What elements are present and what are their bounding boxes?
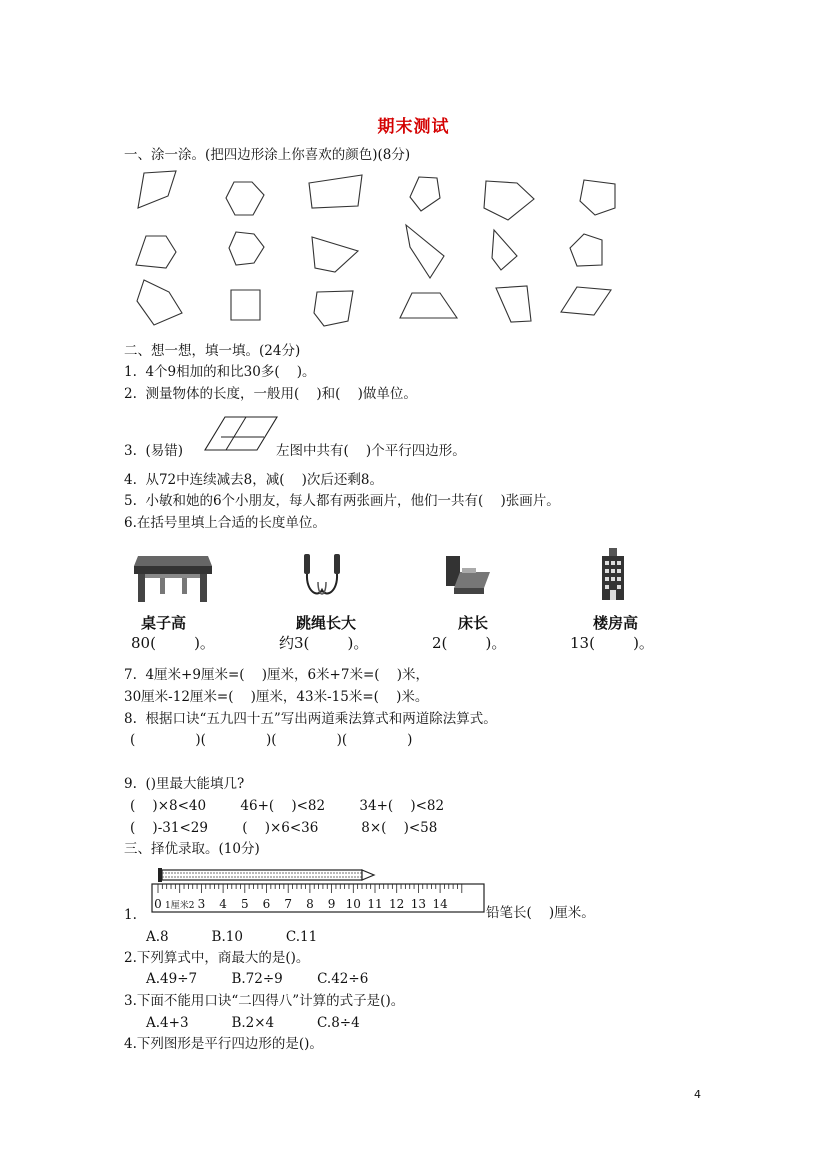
- shape-10: [406, 225, 444, 278]
- ruler-tick-label: 14: [432, 897, 448, 911]
- question-2-5: 5. 小敏和她的6个小朋友，每人都有两张画片，他们一共有( )张画片。: [124, 493, 560, 509]
- pencil-ruler-figure: [138, 864, 488, 920]
- question-3-3-options: A.4+3 B.2×4 C.8÷4: [146, 1015, 360, 1031]
- ruler-tick-label: 1厘米2: [164, 901, 195, 911]
- question-2-4: 4. 从72中连续减去8，减( )次后还剩8。: [124, 472, 384, 488]
- shape-11: [492, 230, 517, 270]
- ruler-tick-label: 3: [197, 897, 206, 911]
- picture-answer-table: 80( )。: [131, 634, 215, 652]
- question-3-1-prefix: 1.: [124, 907, 137, 923]
- shape-2: [226, 182, 264, 215]
- ruler-tick-label: 11: [367, 897, 383, 911]
- question-2-7a: 7. 4厘米+9厘米=( )厘米，6米+7米=( )米，: [124, 667, 429, 683]
- shape-4: [410, 177, 440, 211]
- question-2-8: 8. 根据口诀“五九四十五”写出两道乘法算式和两道除法算式。: [124, 711, 497, 727]
- question-2-3-text: 左图中共有( )个平行四边形。: [276, 443, 466, 459]
- shape-17: [496, 286, 531, 322]
- ruler-tick-label: 9: [327, 897, 336, 911]
- section1-heading: 一、涂一涂。(把四边形涂上你喜欢的颜色)(8分): [124, 147, 411, 163]
- shape-14: [231, 290, 260, 320]
- pencil-ruler-svg: [138, 864, 488, 916]
- ruler-tick-label: 8: [306, 897, 314, 911]
- ruler-tick-label: 13: [410, 897, 427, 911]
- section2-heading: 二、想一想，填一填。(24分): [124, 343, 301, 359]
- shape-18: [561, 287, 611, 315]
- quadrilateral-shapes-figure: [124, 168, 624, 333]
- question-3-2-options: A.49÷7 B.72÷9 C.42÷6: [146, 971, 369, 987]
- ruler-tick-label: 5: [240, 897, 249, 911]
- question-3-1-options: A.8 B.10 C.11: [146, 929, 318, 945]
- picture-label-building: 楼房高: [593, 614, 639, 632]
- picture-answer-building: 13( )。: [570, 634, 654, 652]
- shape-16: [400, 293, 457, 318]
- parallelogram-figure: [204, 415, 280, 455]
- shape-8: [229, 232, 264, 265]
- picture-label-table: 桌子高: [141, 614, 187, 632]
- picture-label-rope: 跳绳长大: [296, 614, 357, 632]
- table-icon: [130, 550, 214, 606]
- shape-13: [137, 280, 182, 325]
- question-2-8-blanks: ( )( )( )( ): [130, 732, 413, 748]
- ruler-tick-label: 7: [284, 897, 293, 911]
- question-2-1: 1. 4个9相加的和比30多( )。: [124, 364, 316, 380]
- ruler-tick-label: 6: [262, 897, 271, 911]
- question-3-1-text: 铅笔长( )厘米。: [486, 905, 595, 921]
- shape-7: [136, 236, 176, 268]
- shape-1: [138, 171, 176, 208]
- shape-5: [484, 181, 534, 220]
- picture-answer-rope: 约3( )。: [279, 634, 369, 652]
- shape-15: [314, 291, 353, 326]
- jump-rope-icon: [298, 552, 348, 602]
- shape-12: [570, 234, 602, 266]
- picture-answer-bed: 2( )。: [432, 634, 507, 652]
- question-2-7b: 30厘米-12厘米=( )厘米，43米-15米=( )米。: [124, 689, 429, 705]
- question-2-3-prefix: 3. (易错): [124, 443, 183, 459]
- shape-3: [309, 175, 362, 208]
- question-2-9-row1: ( )×8<40 46+( )<82 34+( )<82: [130, 798, 445, 814]
- question-2-9-row2: ( )-31<29 ( )×6<36 8×( )<58: [130, 820, 438, 836]
- shape-6: [580, 180, 615, 215]
- question-2-2: 2. 测量物体的长度，一般用( )和( )做单位。: [124, 386, 417, 402]
- question-3-3: 3.下面不能用口诀“二四得八”计算的式子是()。: [124, 993, 405, 1009]
- page-number: 4: [694, 1088, 701, 1101]
- question-2-9: 9. ()里最大能填几?: [124, 776, 245, 792]
- section3-heading: 三、择优录取。(10分): [124, 841, 260, 857]
- ruler-tick-label: 10: [345, 897, 361, 911]
- ruler-tick-label: 4: [219, 897, 227, 911]
- page-title: 期末测试: [377, 117, 450, 137]
- ruler-tick-label: 12: [389, 897, 405, 911]
- bed-icon: [444, 552, 492, 600]
- question-3-2: 2.下列算式中，商最大的是()。: [124, 950, 310, 966]
- building-icon: [598, 548, 628, 600]
- ruler-tick-label: 0: [154, 897, 162, 911]
- shape-9: [312, 237, 358, 272]
- question-2-6: 6.在括号里填上合适的长度单位。: [124, 515, 326, 531]
- question-3-4: 4.下列图形是平行四边形的是()。: [124, 1036, 323, 1052]
- picture-label-bed: 床长: [458, 614, 489, 632]
